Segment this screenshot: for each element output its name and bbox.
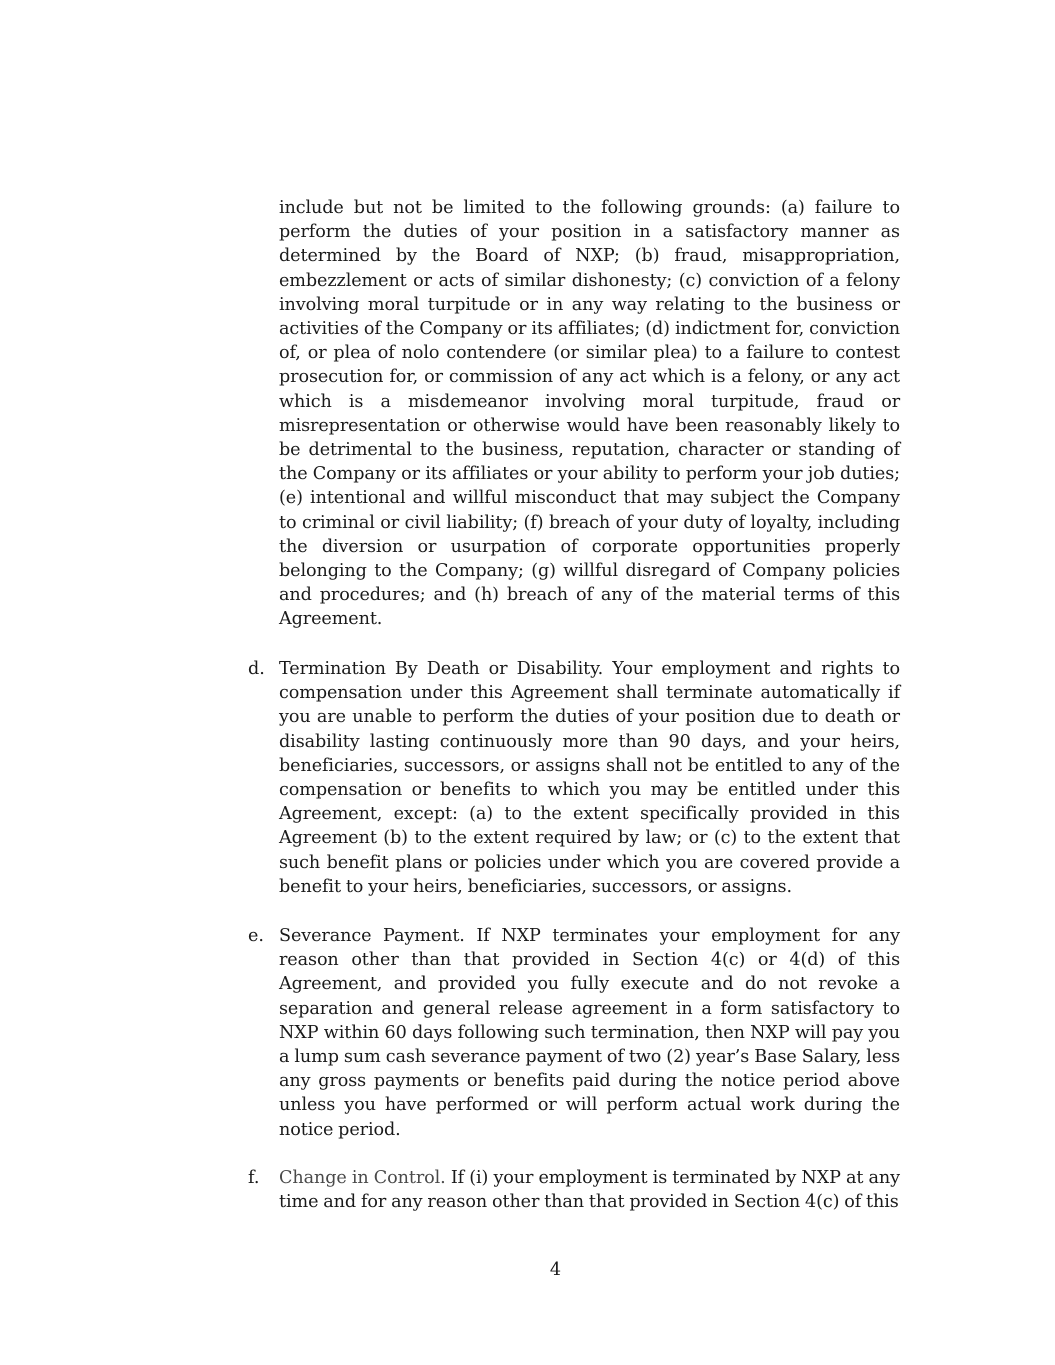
section-f-body: If (i) your employment is terminated by NXP at any time and for any reason other than that provided in Section 4(c) of this — [279, 1168, 900, 1213]
section-d-paragraph — [279, 657, 900, 899]
section-f-marker: f. — [248, 1168, 260, 1188]
section-d-marker: d. — [248, 659, 265, 679]
page-number: 4 — [549, 1260, 562, 1280]
section-f-paragraph — [279, 1166, 900, 1214]
section-e-marker: e. — [248, 926, 265, 946]
section-e-body: If NXP terminates your employment for any reason other than that provided in Section 4(c) or 4(d) of this Agreement, and provided you fully execute and do not revoke a separation and general release agreement in a form satisfactory to NXP within 60 days following such termination, then NXP will pay you a lump sum cash severance payment of two (2) year’s Base Salary, less any gross payments or benefits paid during the notice period above unless you have performed or will perform actual work during the notice period. — [279, 926, 901, 1140]
continuation-paragraph: include but not be limited to the following grounds: (a) failure to perform the duties of your position in a satisfactory manner as determined by the Board of NXP; (b) fraud, misappropriation, embezzlement or acts of similar dishonesty; (c) conviction of a felony involving moral turpitude or in any way relating to the business or activities of the Company or its affiliates; (d) indictment for, conviction of, or plea of nolo contendere (or similar plea) to a failure to contest prosecution for, or commission of any act which is a felony, or any act which is a misdemeanor involving moral turpitude, fraud or misrepresentation or otherwise would have been reasonably likely to be detrimental to the business, reputation, character or standing of the Company or its affiliates or your ability to perform your job duties; (e) intentional and willful misconduct that may subject the Company to criminal or civil liability; (f) breach of your duty of loyalty, including the diversion or usurpation of corporate opportunities properly belonging to the Company; (g) willful disregard of Company policies and procedures; and (h) breach of any of the material terms of this Agreement. — [279, 198, 900, 630]
section-e-paragraph — [279, 924, 900, 1142]
section-d-heading: Termination By Death or Disability. — [279, 659, 604, 679]
section-d-body: Your employment and rights to compensation under this Agreement shall terminate automatically if you are unable to perform the duties of your position due to death or disability lasting continuously more than 90 days, and your heirs, beneficiaries, successors, or assigns shall not be entitled to any of the compensation or benefits to which you may be entitled under this Agreement, except: (a) to the extent specifically provided in this Agreement (b) to the extent required by law; or (c) to the extent that such benefit plans or policies under which you are covered provide a benefit to your heirs, beneficiaries, successors, or assigns. — [279, 659, 900, 897]
section-e-heading: Severance Payment. — [279, 926, 465, 946]
section-f-heading: Change in Control. — [279, 1168, 446, 1188]
